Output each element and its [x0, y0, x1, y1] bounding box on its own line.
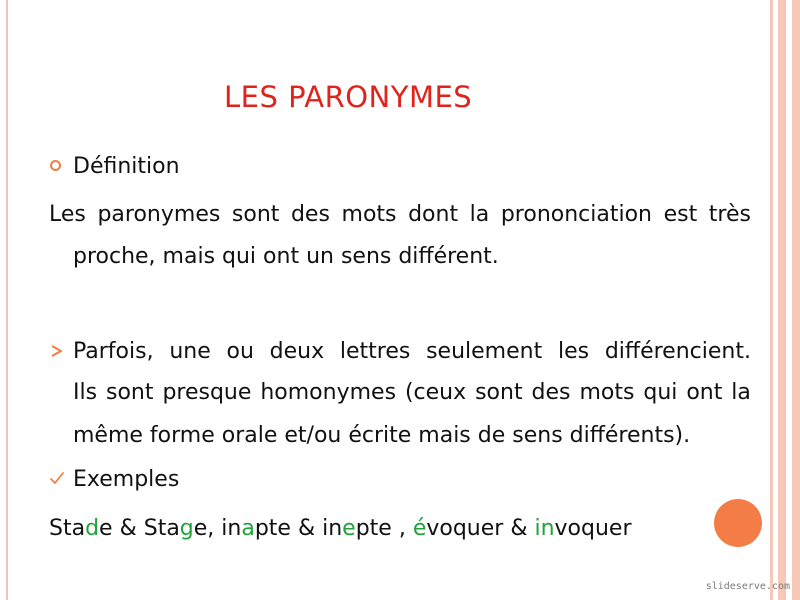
example-highlight: g: [179, 516, 194, 541]
right-decorative-stripes: [764, 0, 800, 600]
example-highlight: d: [85, 516, 100, 541]
paragraph-word: Ils: [73, 380, 98, 405]
paragraph-word: la: [731, 380, 751, 405]
paragraph-word: sont: [475, 380, 523, 405]
example-text: pte ,: [355, 516, 413, 541]
slide-title: LES PARONYMES: [224, 80, 473, 114]
checkmark-bullet-icon: [49, 470, 65, 486]
definition-word: dont: [408, 202, 459, 227]
example-text: pte & in: [254, 516, 343, 541]
example-text: voquer &: [426, 516, 535, 541]
definition-line-2: proche, mais qui ont un sens différent.: [73, 244, 499, 269]
paragraph-word: ou: [226, 339, 254, 364]
definition-word: Les: [49, 202, 86, 227]
definition-word: sont: [231, 202, 280, 227]
example-highlight: é: [412, 516, 427, 541]
definition-word: des: [290, 202, 330, 227]
paragraph-word: des: [531, 380, 571, 405]
definition-word: prononciation: [500, 202, 652, 227]
definition-heading: Définition: [73, 154, 180, 179]
definition-line-1: [49, 202, 751, 228]
paragraph-word: (ceux: [404, 380, 467, 405]
paragraph-line-3: même forme orale et/ou écrite mais de sens différents).: [73, 423, 691, 448]
paragraph-word: les: [557, 339, 590, 364]
example-highlight: a: [241, 516, 255, 541]
left-border: [6, 0, 8, 600]
watermark: slideserve.com: [705, 581, 790, 592]
orange-circle-decoration: [714, 499, 762, 547]
paragraph-word: deux: [269, 339, 325, 364]
paragraph-word: sont: [106, 380, 154, 405]
definition-word: est: [663, 202, 698, 227]
paragraph-word: Parfois,: [73, 339, 154, 364]
paragraph-word: qui: [643, 380, 678, 405]
paragraph-word: ont: [686, 380, 723, 405]
examples-heading: Exemples: [73, 467, 180, 492]
paragraph-word: une: [169, 339, 211, 364]
definition-word: paronymes: [97, 202, 221, 227]
arrowhead-bullet-icon: [50, 343, 64, 357]
example-text: Sta: [49, 516, 86, 541]
example-highlight: in: [534, 516, 555, 541]
example-text: voquer: [554, 516, 632, 541]
paragraph-word: mots: [579, 380, 635, 405]
definition-word: très: [708, 202, 751, 227]
paragraph-line-2: [73, 380, 751, 406]
examples-line: [49, 516, 632, 542]
paragraph-word: lettres: [339, 339, 411, 364]
paragraph-line-1: [73, 339, 751, 365]
paragraph-word: différencient.: [604, 339, 751, 364]
example-text: e, in: [193, 516, 242, 541]
paragraph-word: seulement: [426, 339, 543, 364]
definition-word: la: [469, 202, 490, 227]
definition-word: mots: [341, 202, 397, 227]
example-text: e & Sta: [99, 516, 180, 541]
example-highlight: e: [342, 516, 356, 541]
paragraph-word: presque: [162, 380, 252, 405]
paragraph-word: homonymes: [260, 380, 397, 405]
circle-bullet-icon: [50, 160, 61, 171]
